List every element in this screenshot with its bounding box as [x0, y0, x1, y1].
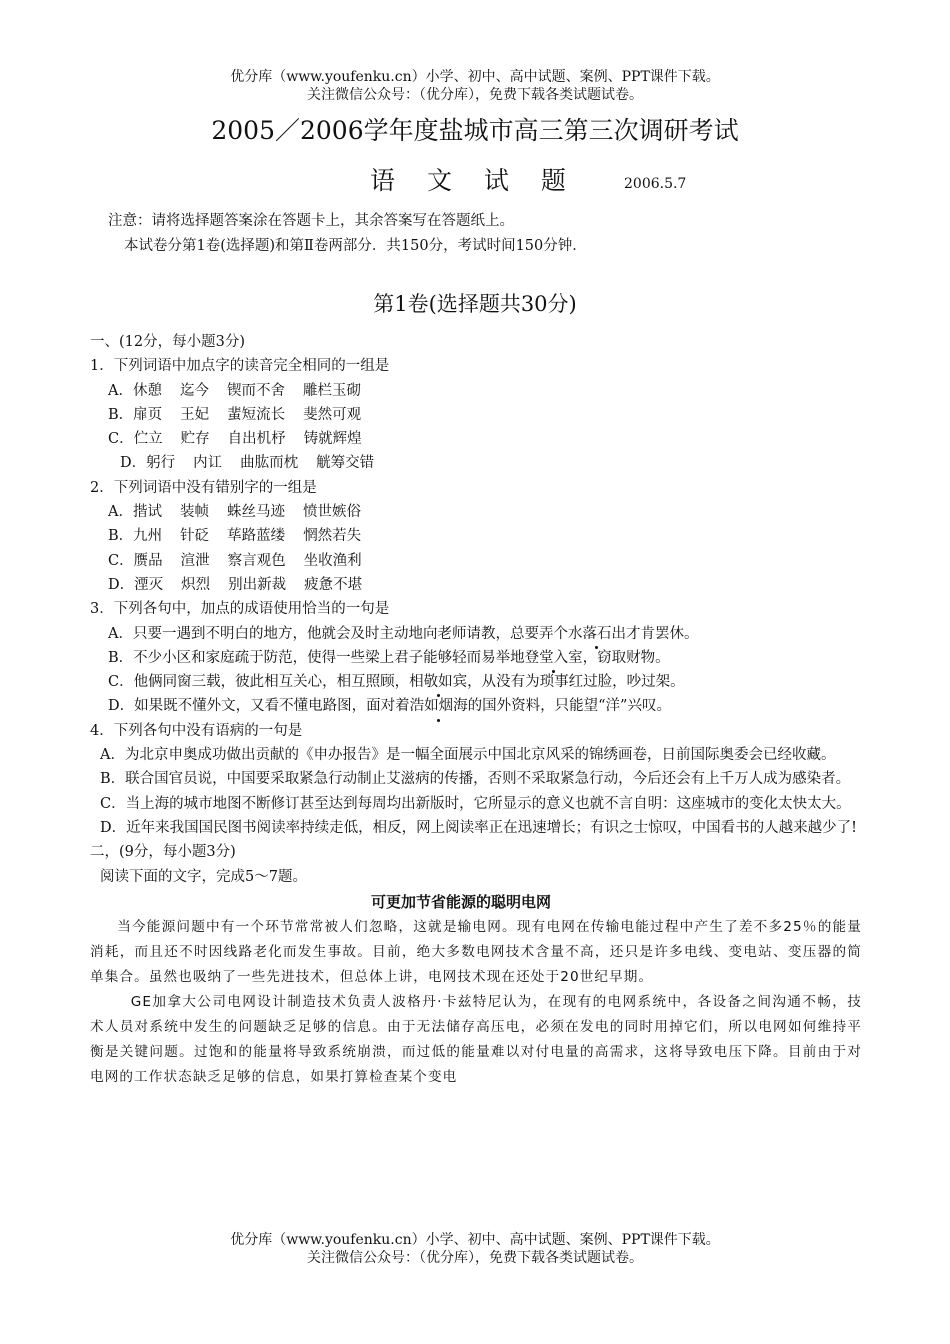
question-3-stem: 3．下列各句中，加点的成语使用恰当的一句是 [90, 601, 390, 618]
question-3-option-b: B．不少小区和家庭疏于防范，使得一些梁上君子能够轻而易举地登堂入室，窃取财物。 [90, 646, 862, 670]
exam-note: 注意：请将选择题答案涂在答题卡上，其余答案写在答题纸上。 [108, 213, 514, 229]
question-3-option-d: D．如果既不懂外文，又看不懂电路图，面对着浩如烟海的国外资料，只能望“洋”兴叹。 [90, 694, 862, 718]
question-1-stem: 1．下列词语中加点字的读音完全相同的一组是 [90, 358, 390, 375]
question-1-option-b: B．扉页 王妃 蜚短流长 斐然可观 [108, 406, 362, 423]
question-4-option-a: A．为北京申奥成功做出贡献的《申办报告》是一幅全面展示中国北京风采的锦绣画卷，日前国际奥委会已经收藏。 [100, 747, 836, 764]
dotted-idiom: 登堂入室 [525, 646, 583, 670]
question-1-option-c: C．伫立 贮存 自出机杼 铸就辉煌 [108, 431, 362, 448]
part1-heading: 一、(12分，每小题3分) [90, 334, 245, 350]
footer-promo-line2: 关注微信公众号：（优分库），免费下载各类试题试卷。 [307, 1250, 643, 1266]
part2-heading: 二，(9分，每小题3分) [90, 844, 236, 861]
dotted-idiom: 水落石出 [568, 622, 626, 646]
question-2-stem: 2．下列词语中没有错别字的一组是 [90, 479, 317, 496]
article-paragraph-1: 当今能源问题中有一个环节常常被人们忽略，这就是输电网。现有电网在传输电能过程中产生了差不多25％的能量消耗，而且还不时因线路老化而发生事故。目前，绝大多数电网技术含量不高，还只是许多电线、变电站、变压器的简单集合。虽然也吸纳了一些先进技术，但总体上讲，电网技术现在还处于20世纪早期。 [90, 918, 862, 985]
question-1-option-a: A．休憩 迄今 锲而不舍 雕栏玉砌 [108, 382, 361, 399]
reading-instruction: 阅读下面的文字，完成5～7题。 [100, 868, 307, 885]
article-body [90, 915, 862, 1090]
question-2-option-a: A．揩试 装帧 蛛丝马迹 愤世嫉俗 [108, 504, 361, 521]
question-4-option-b: B．联合国官员说，中国要采取紧急行动制止艾滋病的传播，否则不采取紧急行动，今后还会有上千万人成为感染者。 [100, 771, 851, 788]
question-2-option-d: D．湮灭 炽烈 别出新裁 疲惫不堪 [108, 576, 363, 593]
question-2-option-b: B．九州 针砭 荜路蓝缕 惘然若失 [108, 528, 362, 545]
dotted-idiom: 浩如烟海 [410, 694, 468, 718]
question-4-option-d: D．近年来我国国民图书阅读率持续走低，相反，网上阅读率正在迅速增长；有识之士惊叹，中国看书的人越来越少了! [100, 819, 857, 836]
question-1-option-d: D．躬行 内讧 曲肱而枕 觥筹交错 [120, 455, 375, 472]
exam-title: 2005／2006学年度盐城市高三第三次调研考试 [211, 116, 739, 145]
question-4-option-c: C．当上海的城市地图不断修订甚至达到每周均出新版时，它所显示的意义也就不言自明：这座城市的变化太快太大。 [100, 795, 851, 812]
question-3-option-c: C．他俩同窗三载，彼此相互关心，相互照顾，相敬如宾，从没有为琐事红过脸，吵过架。 [90, 670, 862, 694]
question-4-stem: 4．下列各句中没有语病的一句是 [90, 722, 303, 739]
footer-promo-line1: 优分库（www.youfenku.cn）小学、初中、高中试题、案例、PPT课件下载。 [230, 1232, 720, 1248]
article-paragraph-2: GE加拿大公司电网设计制造技术负责人波格丹·卡兹特尼认为，在现有的电网系统中，各设备之间沟通不畅，技术人员对系统中发生的问题缺乏足够的信息。由于无法储存高压电，必须在发电的同时用掉它们，所以电网如何维持平衡是关键问题。过饱和的能量将导致系统崩溃，而过低的能量难以对付电量的高需求，这将导致电压下降。目前由于对电网的工作状态缺乏足够的信息，如果打算检查某个变电 [90, 993, 862, 1085]
question-3-option-a: A．只要一遇到不明白的地方，他就会及时主动地向老师请教，总要弄个水落石出才肯罢休。 [90, 622, 862, 646]
question-2-option-c: C．赝品 渲泄 察言观色 坐收渔利 [108, 552, 362, 569]
header-promo-line2: 关注微信公众号：（优分库），免费下载各类试题试卷。 [307, 87, 643, 103]
exam-content [90, 330, 862, 1090]
exam-subject: 语 文 试 题 [370, 166, 578, 195]
exam-date: 2006.5.7 [624, 176, 687, 192]
article-title: 可更加节省能源的聪明电网 [370, 892, 551, 911]
header-promo-line1: 优分库（www.youfenku.cn）小学、初中、高中试题、案例、PPT课件下载。 [230, 69, 720, 85]
dotted-idiom: 相敬如宾 [409, 670, 467, 694]
exam-instructions: 本试卷分第1卷(选择题)和第Ⅱ卷两部分．共150分，考试时间150分钟． [124, 238, 587, 254]
section-title: 第1卷(选择题共30分) [373, 292, 577, 316]
